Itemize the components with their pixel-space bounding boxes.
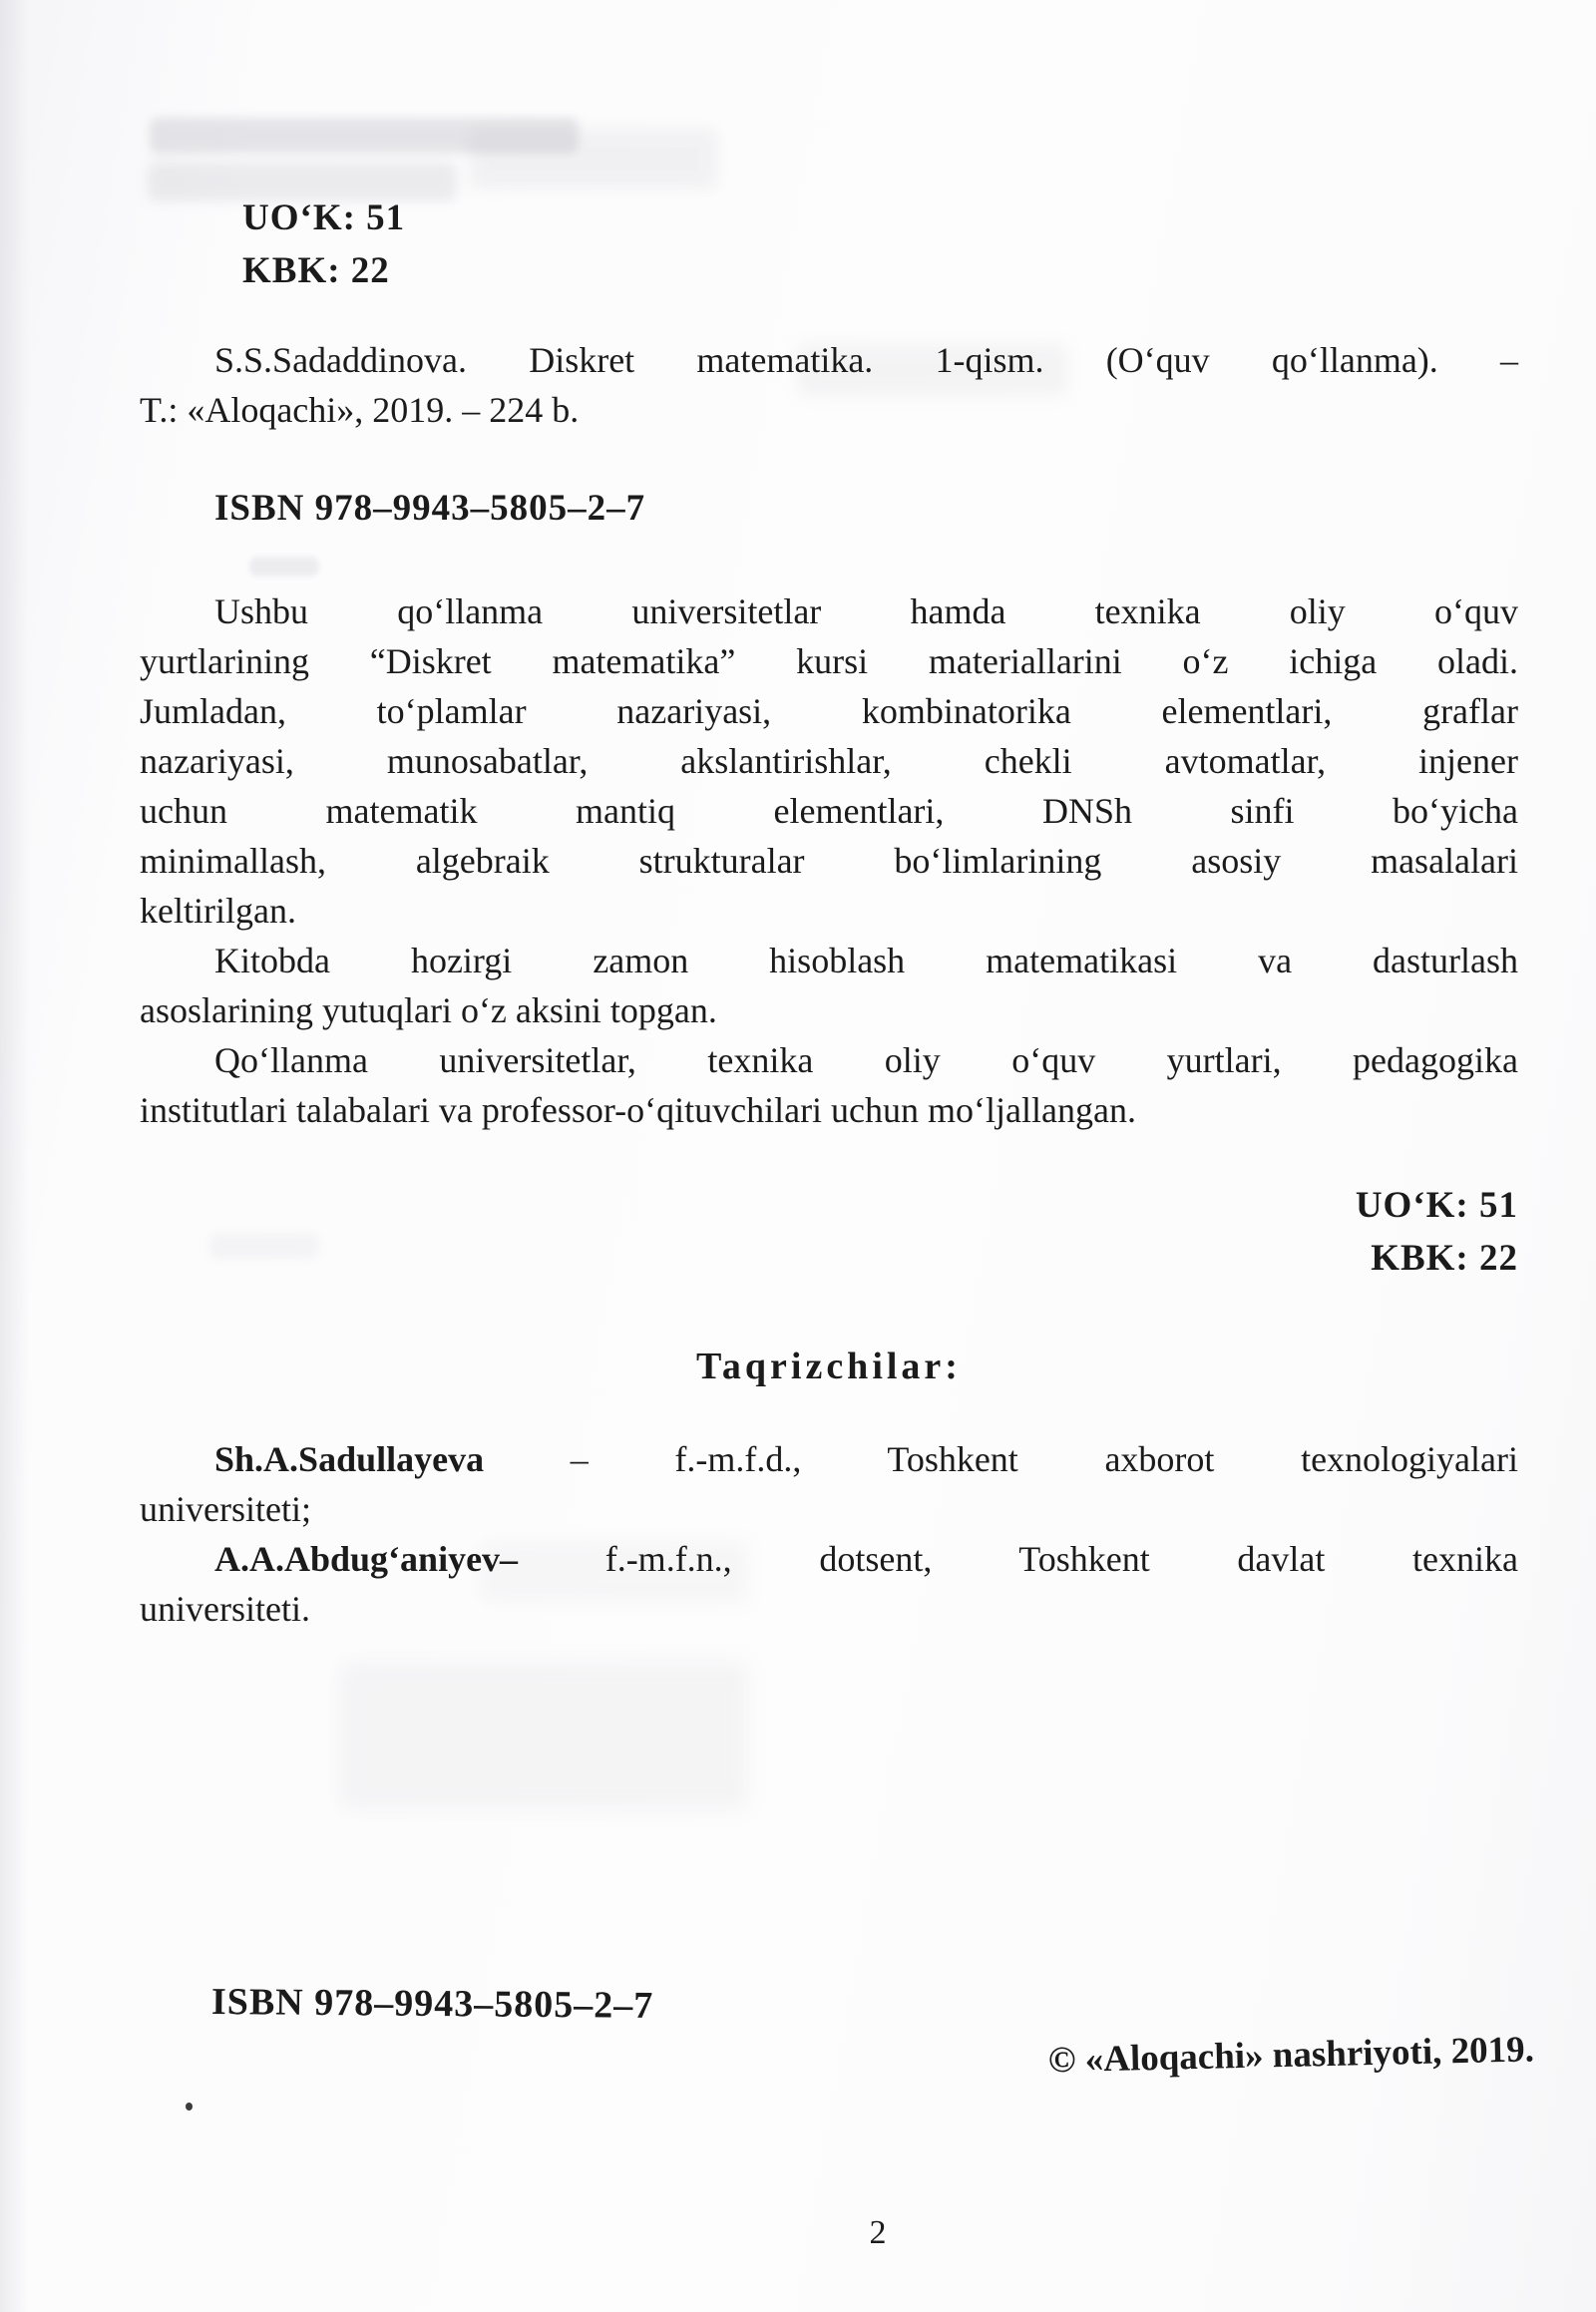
annotation-line: institutlari talabalari va professor-o‘qituvchilari uchun mo‘ljallangan. xyxy=(140,1090,1136,1130)
udk-code: UO‘K: 51 xyxy=(1355,1185,1518,1226)
annotation-line: Qo‘llanma universitetlar, texnika oliy o‘quv yurtlari, pedagogika xyxy=(214,1040,1518,1080)
scan-artifact xyxy=(339,1661,748,1810)
annotation-line: keltirilgan. xyxy=(140,891,296,931)
page-number: 2 xyxy=(869,2214,887,2251)
annotation-line: uchun matematik mantiq elementlari, DNSh sinfi bo‘yicha xyxy=(140,791,1518,831)
annotation-line: Jumladan, to‘plamlar nazariyasi, kombinatorika elementlari, graflar xyxy=(140,691,1518,731)
reviewer-line: universiteti; xyxy=(140,1489,311,1529)
copyright-notice: © «Aloqachi» nashriyoti, 2019. xyxy=(1047,2029,1535,2082)
annotation-text xyxy=(140,586,1518,1135)
isbn-top: ISBN 978–9943–5805–2–7 xyxy=(214,488,646,529)
isbn-bottom: ISBN 978–9943–5805–2–7 xyxy=(210,1981,654,2027)
scan-artifact xyxy=(469,128,718,190)
annotation-line: Ushbu qo‘llanma universitetlar hamda texnika oliy o‘quv xyxy=(214,591,1518,631)
reviewer-name: A.A.Abdug‘aniyev– xyxy=(214,1539,519,1579)
classification-codes-right xyxy=(140,1179,1518,1285)
reviewer-credentials: – f.-m.f.d., Toshkent axborot texnologiyalari xyxy=(484,1439,1518,1479)
scan-artifact xyxy=(249,557,319,577)
reviewer-line xyxy=(140,1434,1518,1484)
bbk-code: KBK: 22 xyxy=(1371,1238,1518,1279)
reviewer-credentials: f.-m.f.n., dotsent, Toshkent davlat texnika xyxy=(518,1539,1518,1579)
reviewer-name: Sh.A.Sadullayeva xyxy=(214,1439,485,1479)
annotation-line: yurtlarining “Diskret matematika” kursi materiallarini o‘z ichiga oladi. xyxy=(140,641,1518,681)
scan-artifact xyxy=(150,118,579,154)
bibliographic-citation xyxy=(140,335,1518,435)
udk-code: UO‘K: 51 xyxy=(242,197,406,238)
bbk-code: KBK: 22 xyxy=(242,250,390,291)
annotation-line: asoslarining yutuqlari o‘z aksini topgan. xyxy=(140,990,717,1030)
reviewers-list xyxy=(140,1434,1518,1634)
scan-edge-shading xyxy=(0,0,30,2312)
annotation-line: nazariyasi, munosabatlar, akslantirishlar, chekli avtomatlar, injener xyxy=(140,741,1518,781)
classification-codes-top xyxy=(242,192,405,297)
reviewer-line: universiteti. xyxy=(140,1589,310,1629)
reviewers-heading: Taqrizchilar: xyxy=(696,1346,962,1387)
annotation-line: minimallash, algebraik strukturalar bo‘limlarining asosiy masalalari xyxy=(140,841,1518,881)
citation-line: T.: «Aloqachi», 2019. – 224 b. xyxy=(140,390,580,430)
reviewer-line xyxy=(140,1534,1518,1584)
annotation-line: Kitobda hozirgi zamon hisoblash matematikasi va dasturlash xyxy=(214,941,1518,980)
citation-line: S.S.Sadaddinova. Diskret matematika. 1-qism. (O‘quv qo‘llanma). – xyxy=(214,340,1518,380)
scan-speck xyxy=(186,2103,193,2111)
